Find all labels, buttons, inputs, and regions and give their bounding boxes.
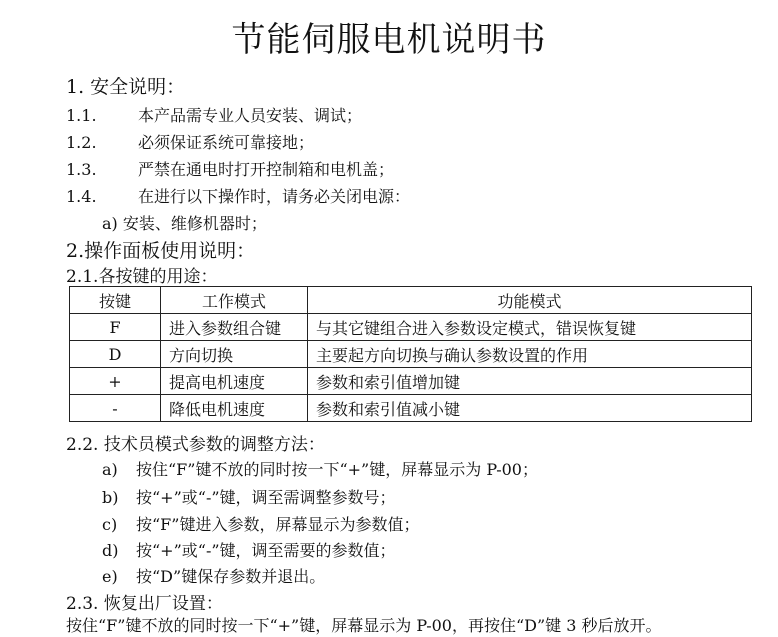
function-cell: 主要起方向切换与确认参数设置的作用 (308, 341, 752, 368)
work-mode-cell: 方向切换 (161, 341, 308, 368)
safety-item-4 (66, 184, 410, 207)
section2-1-heading: 2.1.各按键的用途： (66, 267, 218, 287)
work-mode-cell: 提高电机速度 (161, 368, 308, 395)
adjust-step-a (102, 457, 538, 480)
work-mode-cell: 降低电机速度 (161, 395, 308, 422)
key-cell: - (70, 395, 161, 422)
key-cell: F (70, 314, 161, 341)
adjust-step-b (102, 485, 396, 508)
safety-item-text: 本产品需专业人员安装、调试； (138, 106, 363, 125)
step-text: 按住“F”键不放的同时按一下“+”键，屏幕显示为 P-00； (136, 460, 538, 479)
step-text: 按“+”或“-”键，调至需调整参数号； (136, 488, 396, 507)
function-cell: 与其它键组合进入参数设定模式，错误恢复键 (308, 314, 752, 341)
step-letter: a) (102, 460, 118, 479)
step-text: 按“D”键保存参数并退出。 (136, 567, 326, 586)
key-function-table (69, 286, 752, 422)
safety-item-number: 1.3. (66, 160, 97, 179)
header-key: 按键 (70, 287, 161, 314)
document-title: 节能伺服电机说明书 (231, 20, 547, 60)
safety-item-1 (66, 103, 362, 126)
step-text: 按“+”或“-”键，调至需要的参数值； (136, 541, 396, 560)
table-row (70, 341, 752, 368)
work-mode-cell: 进入参数组合键 (161, 314, 308, 341)
step-letter: e) (102, 567, 118, 586)
factory-reset-text: 按住“F”键不放的同时按一下“+”键，屏幕显示为 P-00，再按住“D”键 3 秒后放开。 (66, 616, 662, 635)
safety-item-text: 必须保证系统可靠接地； (138, 133, 315, 152)
section2-2-heading: 2.2. 技术员模式参数的调整方法： (66, 435, 325, 455)
safety-item-2 (66, 130, 314, 153)
section1-heading: 1. 安全说明： (66, 76, 186, 98)
table-row (70, 395, 752, 422)
function-cell: 参数和索引值减小键 (308, 395, 752, 422)
adjust-step-c (102, 512, 419, 535)
header-work-mode: 工作模式 (161, 287, 308, 314)
table-row (70, 314, 752, 341)
key-cell: + (70, 368, 161, 395)
table-header-row (70, 287, 752, 314)
step-letter: d) (102, 541, 119, 560)
adjust-step-e (102, 564, 325, 587)
safety-sub-item: a) 安装、维修机器时； (102, 214, 267, 233)
table-row (70, 368, 752, 395)
safety-item-number: 1.2. (66, 133, 97, 152)
safety-item-number: 1.4. (66, 187, 97, 206)
step-text: 按“F”键进入参数，屏幕显示为参数值； (136, 515, 420, 534)
safety-item-text: 严禁在通电时打开控制箱和电机盖； (138, 160, 395, 179)
safety-item-3 (66, 157, 394, 180)
adjust-step-d (102, 538, 396, 561)
key-cell: D (70, 341, 161, 368)
function-cell: 参数和索引值增加键 (308, 368, 752, 395)
step-letter: b) (102, 488, 119, 507)
section2-heading: 2.操作面板使用说明： (66, 240, 256, 262)
step-letter: c) (102, 515, 118, 534)
safety-item-number: 1.1. (66, 106, 97, 125)
header-function-mode: 功能模式 (308, 287, 752, 314)
section2-3-heading: 2.3. 恢复出厂设置： (66, 594, 223, 614)
safety-item-text: 在进行以下操作时，请务必关闭电源： (138, 187, 411, 206)
